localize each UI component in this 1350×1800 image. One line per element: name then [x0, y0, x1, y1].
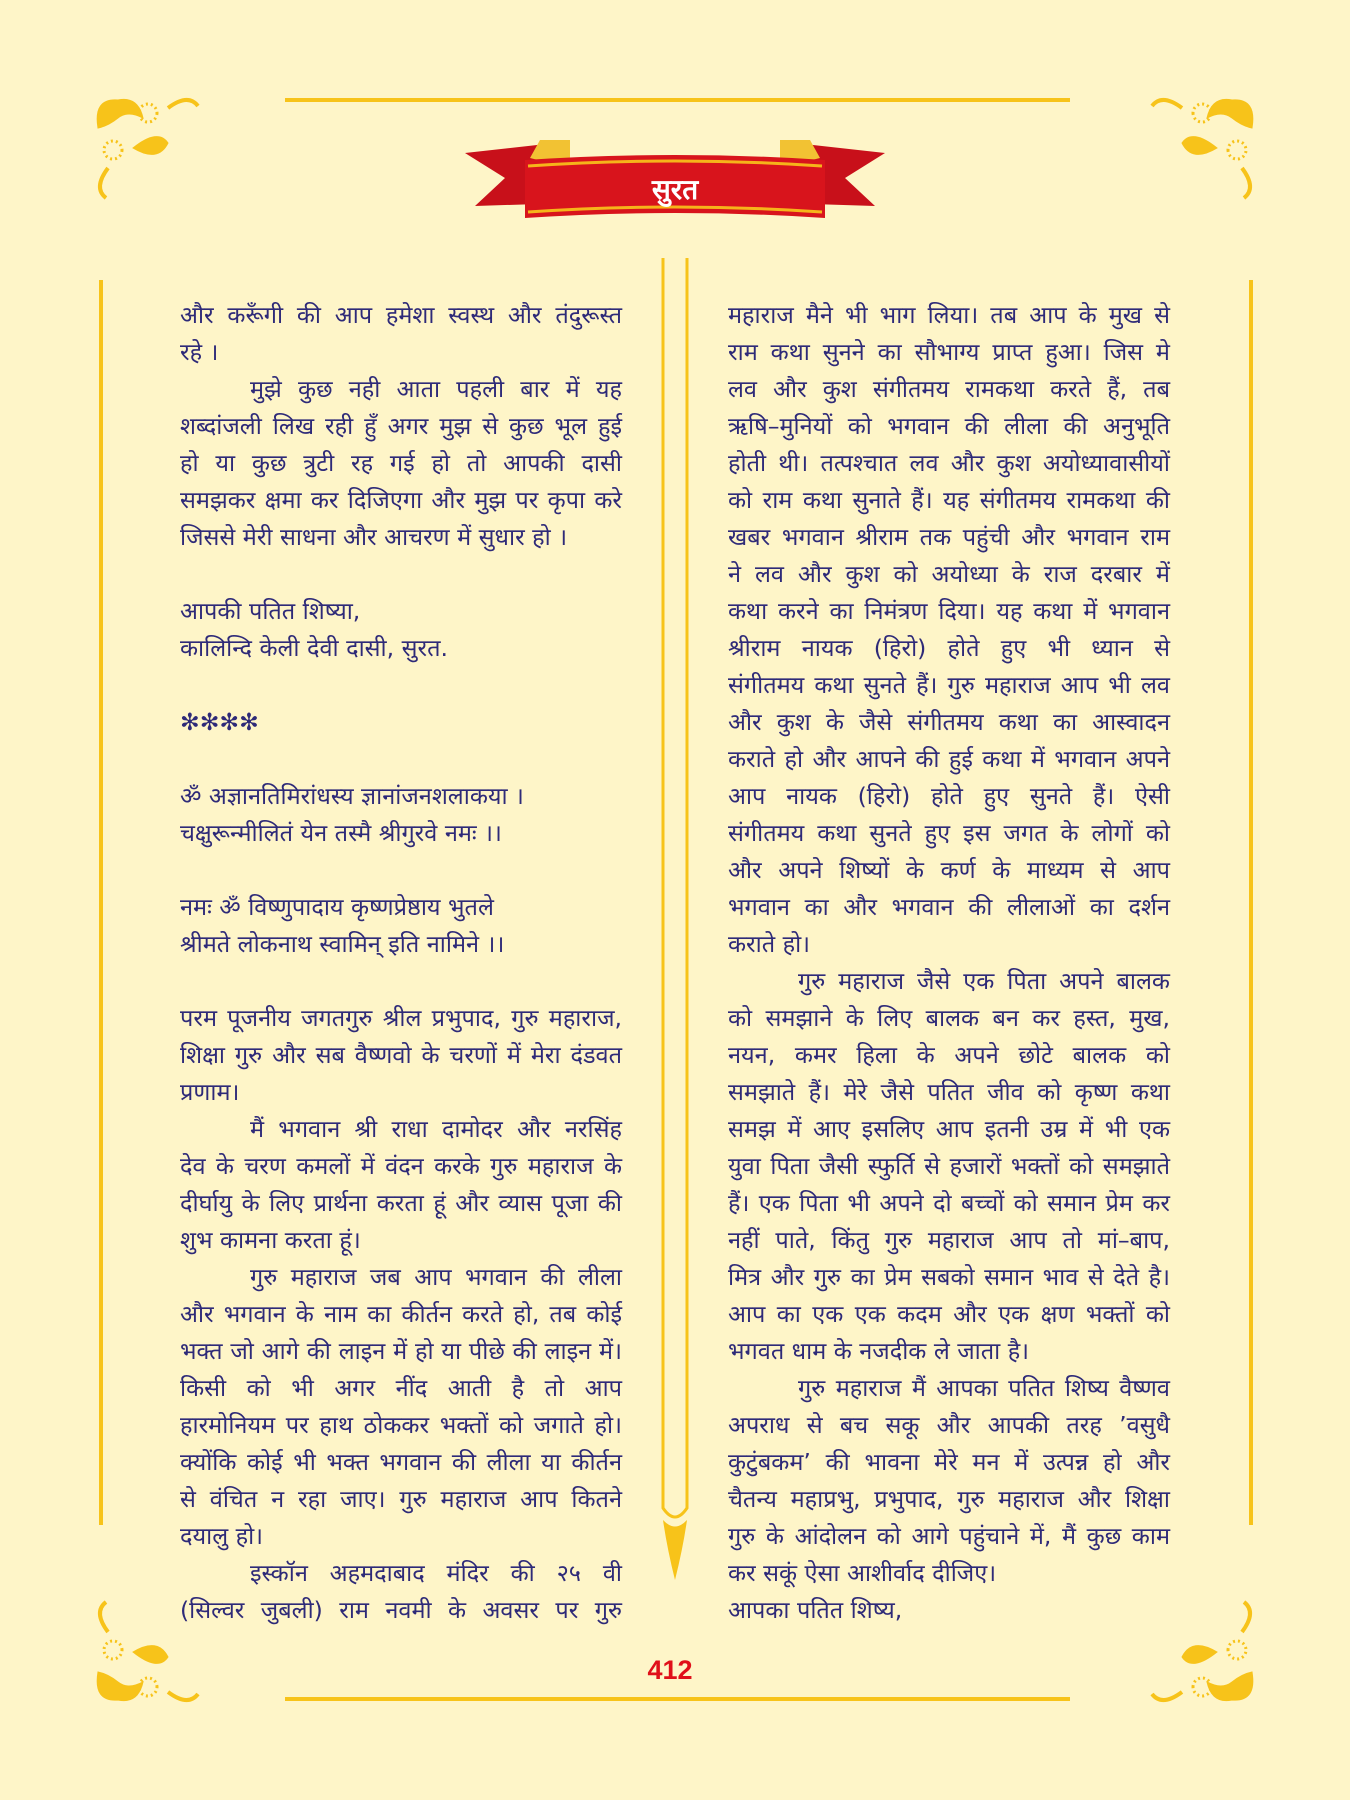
text-line: और करूँगी की आप हमेशा स्वस्थ और तंदुरूस्त	[180, 301, 622, 329]
text-line: और भगवान के नाम का कीर्तन करते हो, तब कोई	[180, 1300, 622, 1328]
text-line: कराते हो।	[728, 930, 811, 958]
text-line: महाराज मैने भी भाग लिया। तब आप के मुख से	[728, 301, 1170, 329]
column-divider	[655, 258, 695, 588]
text-line: रहे ।	[180, 338, 219, 366]
text-line: इस्कॉन अहमदाबाद मंदिर की २५ वी	[250, 1559, 622, 1587]
text-line: जिससे मेरी साधना और आचरण में सुधार हो ।	[180, 523, 568, 551]
text-line: गुरु महाराज जैसे एक पिता अपने बालक	[798, 967, 1170, 995]
text-line: से वंचित न रहा जाए। गुरु महाराज आप कितने	[180, 1485, 622, 1513]
text-line: कथा करने का निमंत्रण दिया। यह कथा में भगवान	[728, 597, 1170, 625]
text-line: कुटुंबकम’ की भावना मेरे मन में उत्पन्न हो और	[728, 1448, 1170, 1476]
text-line: हो या कुछ त्रुटी रह गई हो तो आपकी दासी	[180, 449, 622, 477]
text-line: कालिन्दि केली देवी दासी, सुरत.	[180, 634, 448, 662]
page-number: 412	[647, 1655, 693, 1685]
text-line: आपका पतित शिष्य,	[728, 1596, 903, 1624]
left-column	[180, 297, 622, 1629]
right-column	[728, 297, 1170, 1629]
text-line: भक्त जो आगे की लाइन में हो या पीछे की लाइन में।	[180, 1337, 622, 1365]
page-title: सुरत	[651, 173, 699, 206]
text-line: नहीं पाते, किंतु गुरु महाराज आप तो मां–बाप,	[728, 1226, 1170, 1254]
text-line: श्रीराम नायक (हिरो) होते हुए भी ध्यान से	[728, 634, 1170, 662]
text-line: आपकी पतित शिष्या,	[180, 597, 361, 625]
text-line: ॐ अज्ञानतिमिरांधस्य ज्ञानांजनशलाकया ।	[180, 782, 524, 810]
text-line: और कुश के जैसे संगीतमय कथा का आस्वादन	[728, 708, 1170, 736]
blank-line	[180, 852, 622, 889]
text-line: खबर भगवान श्रीराम तक पहुंची और भगवान राम	[728, 523, 1170, 551]
text-line: ऋषि–मुनियों को भगवान की लीला की अनुभूति	[728, 412, 1170, 440]
text-line: (सिल्वर जुबली) राम नवमी के अवसर पर गुरु	[180, 1596, 622, 1624]
blank-line	[180, 741, 622, 778]
text-line: कराते हो और आपने की हुई कथा में भगवान अपने	[728, 745, 1170, 773]
text-line: समझ में आए इसलिए आप इतनी उम्र में भी एक	[728, 1115, 1170, 1143]
corner-ornament-icon	[1142, 88, 1262, 208]
text-line: समझाते हैं। मेरे जैसे पतित जीव को कृष्ण कथा	[728, 1078, 1170, 1106]
text-line: गुरु महाराज मैं आपका पतित शिष्य वैष्णव	[798, 1374, 1170, 1402]
blank-line	[180, 556, 622, 593]
blank-line	[180, 963, 622, 1000]
text-line: भगवत धाम के नजदीक ले जाता है।	[728, 1337, 1030, 1365]
text-line: देव के चरण कमलों में वंदन करके गुरु महाराज के	[180, 1152, 622, 1180]
text-line: श्रीमते लोकनाथ स्वामिन् इति नामिने ।।	[180, 930, 505, 958]
text-line: आप का एक एक कदम और एक क्षण भक्तों को	[728, 1300, 1170, 1328]
text-line: होती थी। तत्पश्चात लव और कुश अयोध्यावासीयों	[728, 449, 1170, 477]
blank-line	[180, 667, 622, 704]
text-line: संगीतमय कथा सुनते हुए इस जगत के लोगों को	[728, 819, 1170, 847]
text-line: भगवान का और भगवान की लीलाओं का दर्शन	[728, 893, 1170, 921]
frame-bottom-line	[285, 1697, 1070, 1701]
text-line: अपराध से बच सकू और आपकी तरह ’वसुधै	[728, 1411, 1170, 1439]
text-line: चक्षुरून्मीलितं येन तस्मै श्रीगुरवे नमः ।।	[180, 819, 502, 847]
text-line: शब्दांजली लिख रही हुँ अगर मुझ से कुछ भूल हुई	[180, 412, 622, 440]
text-line: मित्र और गुरु का प्रेम सबको समान भाव से देते है।	[728, 1263, 1170, 1291]
text-line: लव और कुश संगीतमय रामकथा करते हैं, तब	[728, 375, 1170, 403]
text-line: शुभ कामना करता हूं।	[180, 1226, 361, 1254]
text-line: को राम कथा सुनाते हैं। यह संगीतमय रामकथा की	[728, 486, 1170, 514]
text-line: शिक्षा गुरु और सब वैष्णवो के चरणों में मेरा दंडवत	[180, 1041, 622, 1069]
text-line: नयन, कमर हिला के अपने छोटे बालक को	[728, 1041, 1170, 1069]
text-line: नमः ॐ विष्णुपादाय कृष्णप्रेष्ठाय भुतले	[180, 893, 494, 921]
text-line: हारमोनियम पर हाथ ठोककर भक्तों को जगाते हो।	[180, 1411, 622, 1439]
frame-left-line	[99, 280, 103, 1525]
text-line: ✻✻✻✻	[180, 708, 259, 736]
text-line: मुझे कुछ नही आता पहली बार में यह	[250, 375, 622, 403]
text-line: आप नायक (हिरो) होते हुए सुनते हैं। ऐसी	[728, 782, 1170, 810]
text-line: राम कथा सुनने का सौभाग्य प्राप्त हुआ। जिस मे	[728, 338, 1170, 366]
frame-right-line	[1249, 280, 1253, 1525]
text-line: गुरु के आंदोलन को आगे पहुंचाने में, मैं कुछ काम	[728, 1522, 1170, 1550]
text-line: क्योंकि कोई भी भक्त भगवान की लीला या कीर्तन	[180, 1448, 622, 1476]
text-line: को समझाने के लिए बालक बन कर हस्त, मुख,	[728, 1004, 1170, 1032]
text-line: दयालु हो।	[180, 1522, 264, 1550]
text-line: युवा पिता जैसी स्फुर्ति से हजारों भक्तों को समझाते	[728, 1152, 1170, 1180]
text-line: परम पूजनीय जगतगुरु श्रील प्रभुपाद, गुरु महाराज,	[180, 1004, 622, 1032]
text-line: ने लव और कुश को अयोध्या के राज दरबार में	[728, 560, 1170, 588]
frame-top-line	[285, 98, 1070, 102]
text-line: गुरु महाराज जब आप भगवान की लीला	[250, 1263, 622, 1291]
text-line: किसी को भी अगर नींद आती है तो आप	[180, 1374, 622, 1402]
text-line: संगीतमय कथा सुनते हैं। गुरु महाराज आप भी लव	[728, 671, 1170, 699]
text-line: प्रणाम।	[180, 1078, 240, 1106]
text-line: हैं। एक पिता भी अपने दो बच्चों को समान प्रेम कर	[728, 1189, 1170, 1217]
text-line: मैं भगवान श्री राधा दामोदर और नरसिंह	[250, 1115, 622, 1143]
text-line: कर सकूं ऐसा आशीर्वाद दीजिए।	[728, 1559, 997, 1587]
text-line: समझकर क्षमा कर दिजिएगा और मुझ पर कृपा करे	[180, 486, 622, 514]
corner-ornament-icon	[88, 88, 208, 208]
text-line: चैतन्य महाप्रभु, प्रभुपाद, गुरु महाराज और शिक्षा	[728, 1485, 1170, 1513]
text-line: और अपने शिष्यों के कर्ण के माध्यम से आप	[728, 856, 1170, 884]
text-line: दीर्घायु के लिए प्रार्थना करता हूं और व्यास पूजा की	[180, 1189, 622, 1217]
